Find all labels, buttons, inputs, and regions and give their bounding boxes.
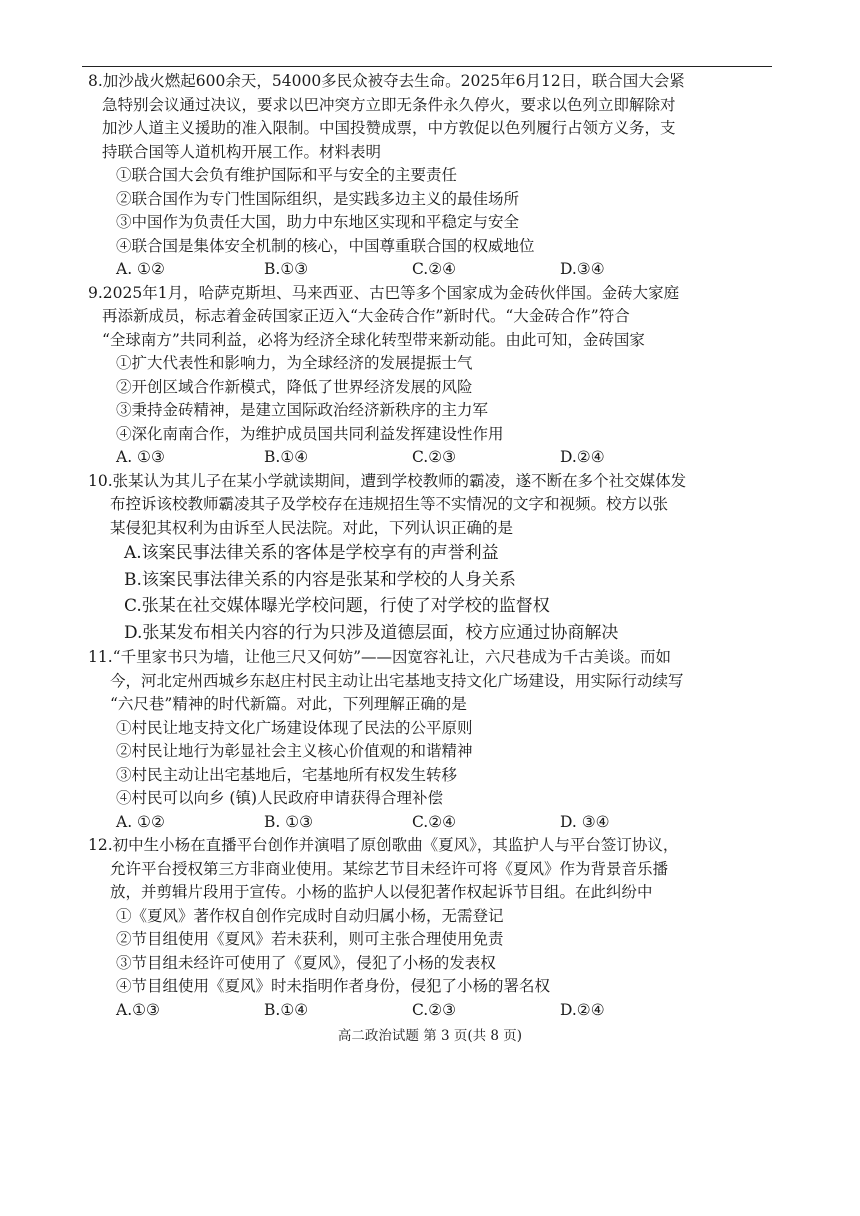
choice-d[interactable]: D.②④ (560, 1000, 605, 1019)
choice-b[interactable]: B.①④ (264, 448, 309, 466)
statement-item: ①村民让地支持文化广场建设体现了民法的公平原则 (116, 718, 473, 737)
question-stem-line: 持联合国等人道机构开展工作。材料表明 (102, 142, 382, 161)
question-stem-line: 允许平台授权第三方非商业使用。某综艺节目未经许可将《夏风》作为背景音乐播 (110, 859, 669, 878)
choice-c[interactable]: C.②④ (412, 812, 457, 831)
choice-c[interactable]: C.张某在社交媒体曝光学校问题，行使了对学校的监督权 (124, 596, 550, 616)
questions-area (88, 70, 778, 1022)
choice-a[interactable]: A. ①② (116, 812, 165, 831)
question-stem-line: 加沙人道主义援助的准入限制。中国投赞成票，中方敦促以色列履行占领方义务，支 (102, 119, 676, 137)
choice-c[interactable]: C.②④ (412, 260, 457, 278)
choice-c[interactable]: C.②③ (412, 1000, 457, 1019)
statement-item: ②开创区域合作新模式，降低了世界经济发展的风险 (116, 377, 473, 396)
question-stem-line: 11.“千里家书只为墙，让他三尺又何妨”——因宽容礼让，六尺巷成为千古美谈。而如 (88, 648, 672, 666)
question-stem-line: “六尺巷”精神的时代新篇。对此，下列理解正确的是 (110, 695, 467, 713)
statement-item: ④联合国是集体安全机制的核心，中国尊重联合国的权威地位 (116, 236, 535, 255)
choice-d[interactable]: D.③④ (560, 260, 605, 278)
answer-choices (88, 446, 778, 470)
answer-choices (88, 811, 778, 835)
answer-choices (88, 258, 778, 282)
statement-item: ④节目组使用《夏风》时未指明作者身份，侵犯了小杨的署名权 (116, 977, 551, 995)
choice-a[interactable]: A.该案民事法律关系的客体是学校享有的声誉利益 (124, 543, 499, 563)
choice-b[interactable]: B.①④ (264, 1000, 309, 1019)
statement-item: ②村民让地行为彰显社会主义核心价值观的和谐精神 (116, 742, 473, 760)
choice-b[interactable]: B. ①③ (264, 812, 314, 831)
statement-item: ②节目组使用《夏风》若未获利，则可主张合理使用免责 (116, 930, 504, 948)
header-rule (82, 66, 772, 67)
question-10 (88, 470, 778, 647)
choice-b[interactable]: B.①③ (264, 260, 309, 278)
question-stem-line: 布控诉该校教师霸凌其子及学校存在违规招生等不实情况的文字和视频。校方以张 (110, 495, 669, 513)
statement-item: ③秉持金砖精神，是建立国际政治经济新秩序的主力军 (116, 401, 489, 419)
question-stem-line: 10.张某认为其儿子在某小学就读期间，遭到学校教师的霸凌，遂不断在多个社交媒体发 (88, 471, 687, 490)
choice-a[interactable]: A. ①② (116, 260, 165, 278)
statement-item: ④深化南南合作，为维护成员国共同利益发挥建设性作用 (116, 424, 504, 443)
statement-item: ③村民主动让出宅基地后，宅基地所有权发生转移 (116, 765, 458, 784)
statement-item: ④村民可以向乡 (镇)人民政府申请获得合理补偿 (116, 789, 444, 807)
question-stem-line: 8.加沙战火燃起600余天，54000多民众被夺去生命。2025年6月12日，联合国大会紧 (88, 72, 685, 90)
choice-a[interactable]: A. ①③ (116, 448, 165, 466)
question-stem-line: 9.2025年1月，哈萨克斯坦、马来西亚、古巴等多个国家成为金砖伙伴国。金砖大家庭 (88, 283, 680, 302)
statement-item: ①扩大代表性和影响力，为全球经济的发展提振士气 (116, 354, 473, 372)
question-9 (88, 282, 778, 470)
statement-item: ③节目组未经许可使用了《夏风》，侵犯了小杨的发表权 (116, 953, 496, 972)
choice-d[interactable]: D. ③④ (560, 812, 610, 831)
question-stem-line: 某侵犯其权利为由诉至人民法院。对此，下列认识正确的是 (110, 518, 514, 537)
page-footer: 高二政治试题 第 3 页(共 8 页) (337, 1028, 523, 1044)
answer-choices (88, 999, 778, 1023)
question-stem-line: 12.初中生小杨在直播平台创作并演唱了原创歌曲《夏风》，其监护人与平台签订协议， (88, 836, 679, 854)
question-8 (88, 70, 778, 282)
question-12 (88, 834, 778, 1022)
choice-b[interactable]: B.该案民事法律关系的内容是张某和学校的人身关系 (124, 569, 516, 590)
choice-d[interactable]: D.②④ (560, 448, 605, 466)
question-stem-line: 急特别会议通过决议，要求以巴冲突方立即无条件永久停火，要求以色列立即解除对 (102, 95, 676, 114)
question-stem-line: “全球南方”共同利益，必将为经济全球化转型带来新动能。由此可知，金砖国家 (102, 330, 645, 349)
choice-d[interactable]: D.张某发布相关内容的行为只涉及道德层面，校方应通过协商解决 (124, 622, 619, 643)
question-stem-line: 再添新成员，标志着金砖国家正迈入“大金砖合作”新时代。“大金砖合作”符合 (102, 307, 630, 325)
question-stem-line: 今，河北定州西城乡东赵庄村民主动让出宅基地支持文化广场建设，用实际行动续写 (110, 671, 684, 690)
choice-a[interactable]: A.①③ (116, 1000, 160, 1019)
choice-c[interactable]: C.②③ (412, 448, 457, 466)
question-11 (88, 646, 778, 834)
statement-item: ③中国作为负责任大国，助力中东地区实现和平稳定与安全 (116, 213, 520, 231)
statement-item: ①《夏风》著作权自创作完成时自动归属小杨，无需登记 (116, 906, 504, 925)
statement-item: ②联合国作为专门性国际组织，是实践多边主义的最佳场所 (116, 189, 520, 208)
statement-item: ①联合国大会负有维护国际和平与安全的主要责任 (116, 166, 458, 184)
question-stem-line: 放，并剪辑片段用于宣传。小杨的监护人以侵犯著作权起诉节目组。在此纠纷中 (110, 883, 653, 901)
